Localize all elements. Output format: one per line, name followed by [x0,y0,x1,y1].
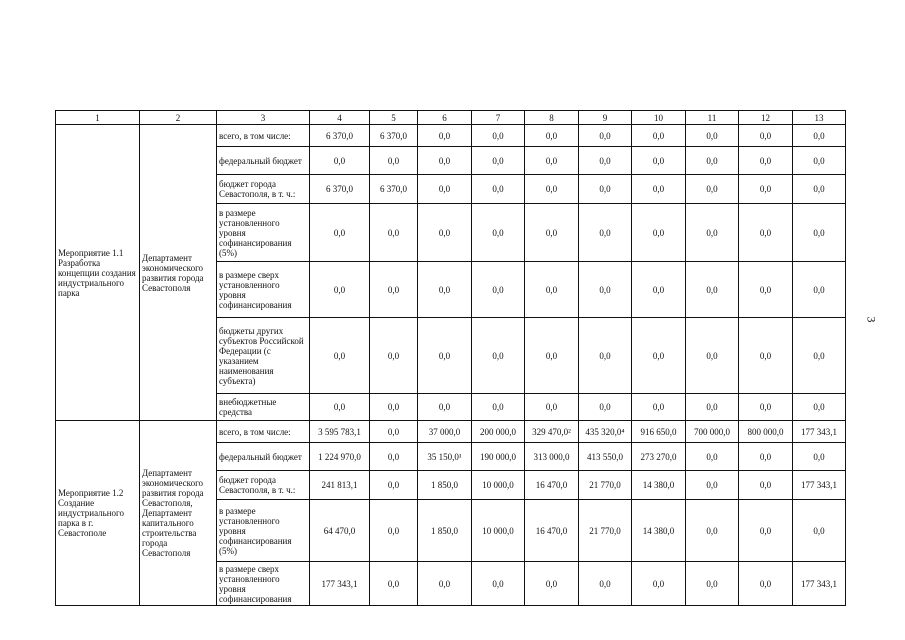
amount-cell: 21 770,0 [579,500,632,562]
amount-cell: 0,0 [632,147,686,175]
amount-cell: 0,0 [793,318,846,394]
header-cell: 3 [217,111,310,125]
amount-cell: 64 470,0 [310,500,370,562]
amount-cell: 0,0 [525,394,579,421]
amount-cell: 177 343,1 [793,562,846,606]
amount-cell: 0,0 [686,175,739,204]
amount-cell: 0,0 [739,471,793,500]
amount-cell: 0,0 [418,147,472,175]
amount-cell: 0,0 [632,394,686,421]
table-row [56,125,846,147]
amount-cell: 0,0 [472,562,525,606]
amount-cell: 0,0 [472,147,525,175]
header-cell: 11 [686,111,739,125]
header-cell: 13 [793,111,846,125]
funding-source: в размере сверх установленного уровня софинансирования [217,562,310,606]
amount-cell: 0,0 [686,562,739,606]
amount-cell: 0,0 [310,204,370,262]
amount-cell: 0,0 [310,394,370,421]
amount-cell: 0,0 [370,318,418,394]
amount-cell: 0,0 [793,500,846,562]
amount-cell: 0,0 [525,175,579,204]
amount-cell: 0,0 [686,500,739,562]
amount-cell: 0,0 [370,443,418,471]
amount-cell: 16 470,0 [525,500,579,562]
amount-cell: 0,0 [793,147,846,175]
amount-cell: 0,0 [525,562,579,606]
amount-cell: 0,0 [525,318,579,394]
amount-cell: 0,0 [793,262,846,318]
amount-cell: 916 650,0 [632,421,686,443]
amount-cell: 190 000,0 [472,443,525,471]
amount-cell: 0,0 [310,262,370,318]
amount-cell: 37 000,0 [418,421,472,443]
amount-cell: 0,0 [472,204,525,262]
amount-cell: 0,0 [370,471,418,500]
amount-cell: 0,0 [579,175,632,204]
header-cell: 2 [140,111,217,125]
header-cell: 10 [632,111,686,125]
amount-cell: 0,0 [370,500,418,562]
amount-cell: 0,0 [472,262,525,318]
amount-cell: 0,0 [418,562,472,606]
header-cell: 1 [56,111,140,125]
budget-table [55,110,846,606]
amount-cell: 0,0 [739,204,793,262]
amount-cell: 0,0 [793,204,846,262]
funding-source: в размере сверх установленного уровня софинансирования [217,262,310,318]
amount-cell: 14 380,0 [632,500,686,562]
header-cell: 4 [310,111,370,125]
amount-cell: 0,0 [686,204,739,262]
amount-cell: 16 470,0 [525,471,579,500]
amount-cell: 0,0 [418,204,472,262]
amount-cell: 273 270,0 [632,443,686,471]
header-cell: 8 [525,111,579,125]
amount-cell: 0,0 [579,318,632,394]
executor-name: Департамент экономического развития города Севастополя, Департамент капитального строительства города Севастополя [140,421,217,606]
amount-cell: 0,0 [739,262,793,318]
amount-cell: 313 000,0 [525,443,579,471]
amount-cell: 0,0 [579,147,632,175]
amount-cell: 0,0 [686,394,739,421]
amount-cell: 413 550,0 [579,443,632,471]
amount-cell: 1 850,0 [418,471,472,500]
amount-cell: 0,0 [686,262,739,318]
amount-cell: 0,0 [525,125,579,147]
amount-cell: 0,0 [370,204,418,262]
amount-cell: 0,0 [739,318,793,394]
amount-cell: 0,0 [686,147,739,175]
amount-cell: 0,0 [632,262,686,318]
funding-source: бюджет города Севастополя, в т. ч.: [217,175,310,204]
amount-cell: 0,0 [686,125,739,147]
amount-cell: 6 370,0 [370,175,418,204]
executor-name: Департамент экономического развития города Севастополя [140,125,217,421]
amount-cell: 0,0 [793,125,846,147]
amount-cell: 0,0 [525,204,579,262]
amount-cell: 0,0 [739,147,793,175]
amount-cell: 0,0 [579,562,632,606]
amount-cell: 0,0 [739,500,793,562]
amount-cell: 0,0 [472,175,525,204]
amount-cell: 0,0 [793,443,846,471]
amount-cell: 0,0 [418,318,472,394]
activity-name: Мероприятие 1.2 Создание индустриального парка в г. Севастополе [56,421,140,606]
funding-source: федеральный бюджет [217,147,310,175]
amount-cell: 0,0 [739,175,793,204]
amount-cell: 0,0 [686,471,739,500]
amount-cell: 0,0 [793,394,846,421]
funding-source: в размере установленного уровня софинансирования (5%) [217,204,310,262]
amount-cell: 10 000,0 [472,471,525,500]
amount-cell: 177 343,1 [310,562,370,606]
amount-cell: 0,0 [525,147,579,175]
funding-source: бюджет города Севастополя, в т. ч.: [217,471,310,500]
funding-source: всего, в том числе: [217,125,310,147]
amount-cell: 1 224 970,0 [310,443,370,471]
funding-source: федеральный бюджет [217,443,310,471]
funding-source: внебюджетные средства [217,394,310,421]
amount-cell: 0,0 [525,262,579,318]
funding-source: в размере установленного уровня софинансирования (5%) [217,500,310,562]
amount-cell: 0,0 [418,175,472,204]
amount-cell: 0,0 [370,394,418,421]
amount-cell: 0,0 [418,394,472,421]
amount-cell: 0,0 [632,204,686,262]
amount-cell: 6 370,0 [310,125,370,147]
amount-cell: 0,0 [579,262,632,318]
amount-cell: 241 813,1 [310,471,370,500]
activity-name: Мероприятие 1.1 Разработка концепции создания индустриального парка [56,125,140,421]
header-cell: 9 [579,111,632,125]
amount-cell: 6 370,0 [370,125,418,147]
amount-cell: 0,0 [739,443,793,471]
amount-cell: 0,0 [418,262,472,318]
amount-cell: 0,0 [793,175,846,204]
amount-cell: 0,0 [370,562,418,606]
amount-cell: 0,0 [686,318,739,394]
amount-cell: 6 370,0 [310,175,370,204]
amount-cell: 435 320,0⁴ [579,421,632,443]
amount-cell: 10 000,0 [472,500,525,562]
amount-cell: 0,0 [632,562,686,606]
page-number: 3 [864,316,879,323]
header-cell: 5 [370,111,418,125]
amount-cell: 0,0 [370,421,418,443]
amount-cell: 0,0 [370,262,418,318]
amount-cell: 0,0 [739,125,793,147]
amount-cell: 0,0 [579,204,632,262]
amount-cell: 35 150,0¹ [418,443,472,471]
amount-cell: 21 770,0 [579,471,632,500]
amount-cell: 0,0 [579,394,632,421]
amount-cell: 0,0 [472,125,525,147]
funding-source: всего, в том числе: [217,421,310,443]
amount-cell: 700 000,0 [686,421,739,443]
amount-cell: 0,0 [472,394,525,421]
header-cell: 12 [739,111,793,125]
amount-cell: 0,0 [418,125,472,147]
amount-cell: 0,0 [739,562,793,606]
amount-cell: 0,0 [686,443,739,471]
amount-cell: 0,0 [739,394,793,421]
amount-cell: 200 000,0 [472,421,525,443]
header-cell: 7 [472,111,525,125]
amount-cell: 3 595 783,1 [310,421,370,443]
table-body [56,111,846,606]
header-cell: 6 [418,111,472,125]
amount-cell: 177 343,1 [793,421,846,443]
funding-source: бюджеты других субъектов Российской Федерации (с указанием наименования субъекта) [217,318,310,394]
amount-cell: 0,0 [632,318,686,394]
amount-cell: 800 000,0 [739,421,793,443]
amount-cell: 0,0 [632,125,686,147]
amount-cell: 0,0 [472,318,525,394]
amount-cell: 1 850,0 [418,500,472,562]
header-row [56,111,846,125]
amount-cell: 0,0 [632,175,686,204]
amount-cell: 0,0 [310,318,370,394]
amount-cell: 0,0 [579,125,632,147]
amount-cell: 14 380,0 [632,471,686,500]
amount-cell: 177 343,1 [793,471,846,500]
amount-cell: 0,0 [310,147,370,175]
amount-cell: 329 470,0² [525,421,579,443]
table-row [56,421,846,443]
amount-cell: 0,0 [370,147,418,175]
